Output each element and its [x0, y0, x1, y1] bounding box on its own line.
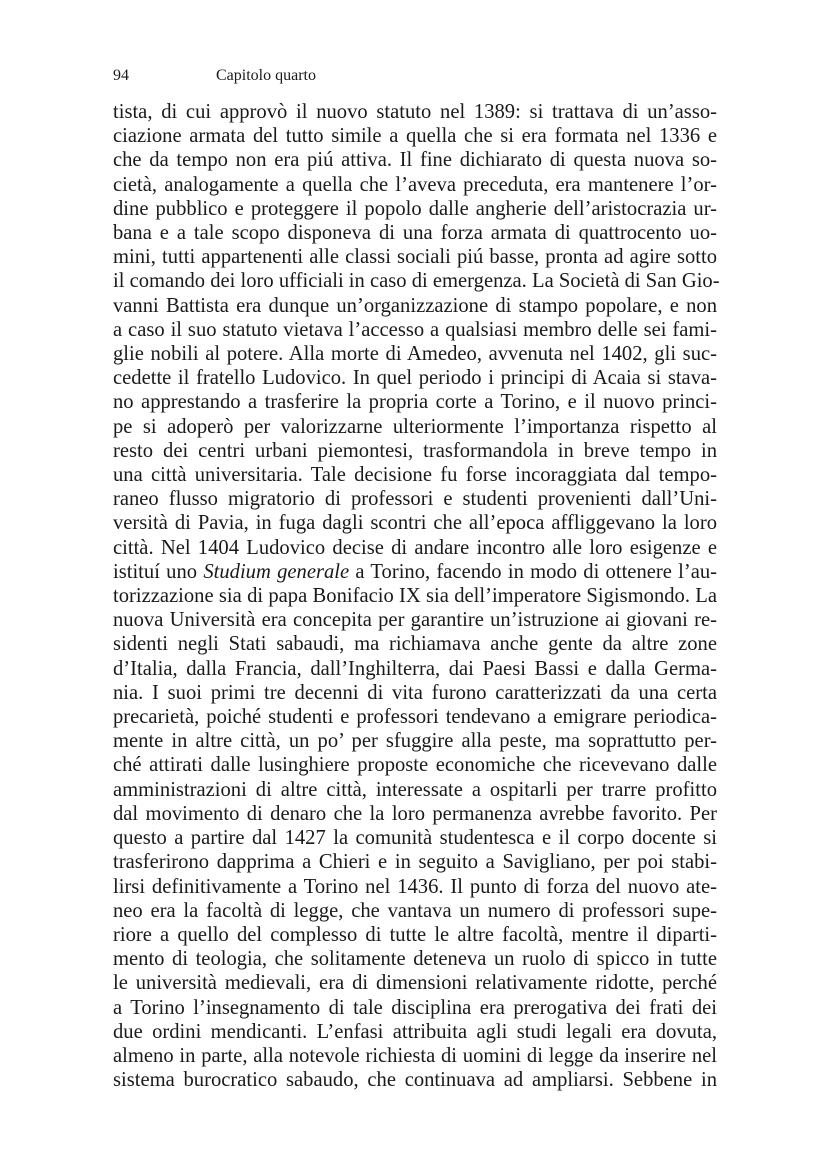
- text-line: che da tempo non era piú attiva. Il fine dichiarato di questa nuova so-: [113, 149, 717, 172]
- text-line: mini, tutti appartenenti alle classi sociali piú basse, pronta ad agire sotto: [113, 246, 717, 269]
- text-line: sidenti negli Stati sabaudi, ma richiamava anche gente da altre zone: [113, 633, 717, 656]
- body-text: [113, 100, 720, 1092]
- text-line: due ordini mendicanti. L’enfasi attribuita agli studi legali era dovuta,: [113, 1020, 717, 1043]
- text-line: resto dei centri urbani piemontesi, trasformandola in breve tempo in: [113, 439, 717, 462]
- text-line: almeno in parte, alla notevole richiesta di uomini di legge da inserire nel: [113, 1044, 717, 1067]
- text-line: pe si adoperò per valorizzarne ulteriormente l’importanza rispetto al: [113, 415, 717, 438]
- text-line: mente in altre città, un po’ per sfuggire alla peste, ma soprattutto per-: [113, 730, 717, 753]
- text-line: riore a quello del complesso di tutte le altre facoltà, mentre il diparti-: [113, 923, 717, 946]
- text-fragment: istituí uno: [113, 560, 204, 583]
- text-line: precarietà, poiché studenti e professori tendevano a emigrare periodica-: [113, 706, 717, 729]
- text-line: no apprestando a trasferire la propria corte a Torino, e il nuovo princi-: [113, 391, 717, 414]
- text-fragment: a Torino, facendo in modo di ottenere l’au-: [349, 560, 718, 583]
- text-line: vanni Battista era dunque un’organizzazione di stampo popolare, e non: [113, 294, 717, 317]
- text-line: bana e a tale scopo disponeva di una forza armata di quattrocento uo-: [113, 222, 717, 245]
- book-page: [113, 66, 720, 1092]
- text-line: questo a partire dal 1427 la comunità studentesca e il corpo docente si: [113, 827, 717, 850]
- text-line: nia. I suoi primi tre decenni di vita furono caratterizzati da una certa: [113, 681, 717, 704]
- text-line: città. Nel 1404 Ludovico decise di andare incontro alle loro esigenze e: [113, 536, 717, 559]
- text-line: dal movimento di denaro che la loro permanenza avrebbe favorito. Per: [113, 802, 717, 825]
- text-line: versità di Pavia, in fuga dagli scontri che all’epoca affliggevano la loro: [113, 512, 717, 535]
- text-line: cietà, analogamente a quella che l’aveva preceduta, era mantenere l’or-: [113, 173, 717, 196]
- text-line: tista, di cui approvò il nuovo statuto nel 1389: si trattava di un’asso-: [113, 101, 717, 123]
- page-number: 94: [113, 67, 129, 84]
- text-line: nuova Università era concepita per garantire un’istruzione ai giovani re-: [113, 609, 717, 632]
- text-line: a Torino l’insegnamento di tale disciplina era prerogativa dei frati dei: [113, 996, 717, 1019]
- text-line: le università medievali, era di dimensioni relativamente ridotte, perché: [113, 972, 717, 995]
- text-line: torizzazione sia di papa Bonifacio IX sia dell’imperatore Sigismondo. La: [113, 585, 717, 608]
- running-header: [113, 66, 717, 86]
- text-line-with-italic: [113, 560, 717, 584]
- italic-term: Studium generale: [203, 560, 350, 583]
- text-line: mento di teologia, che solitamente deteneva un ruolo di spicco in tutte: [113, 948, 717, 971]
- chapter-title: Capitolo quarto: [216, 67, 316, 84]
- text-line: d’Italia, dalla Francia, dall’Inghilterra, dai Paesi Bassi e dalla Germa-: [113, 657, 717, 680]
- text-line: glie nobili al potere. Alla morte di Amedeo, avvenuta nel 1402, gli suc-: [113, 343, 717, 366]
- text-line: lirsi definitivamente a Torino nel 1436. Il punto di forza del nuovo ate-: [113, 875, 717, 898]
- text-line: ché attirati dalle lusinghiere proposte economiche che ricevevano dalle: [113, 754, 717, 777]
- text-line: raneo flusso migratorio di professori e studenti provenienti dall’Uni-: [113, 488, 717, 511]
- text-line: amministrazioni di altre città, interessate a ospitarli per trarre profitto: [113, 778, 717, 801]
- text-line: ciazione armata del tutto simile a quella che si era formata nel 1336 e: [113, 125, 717, 148]
- text-line: trasferirono dapprima a Chieri e in seguito a Savigliano, per poi stabi-: [113, 851, 717, 874]
- text-line: sistema burocratico sabaudo, che continuava ad ampliarsi. Sebbene in: [113, 1069, 717, 1092]
- text-line: dine pubblico e proteggere il popolo dalle angherie dell’aristocrazia ur-: [113, 197, 717, 220]
- text-line: cedette il fratello Ludovico. In quel periodo i principi di Acaia si stava-: [113, 367, 717, 390]
- text-line: neo era la facoltà di legge, che vantava un numero di professori supe-: [113, 899, 717, 922]
- text-line: una città universitaria. Tale decisione fu forse incoraggiata dal tempo-: [113, 464, 717, 487]
- text-line: il comando dei loro ufficiali in caso di emergenza. La Società di San Gio-: [113, 270, 720, 293]
- text-line: a caso il suo statuto vietava l’accesso a qualsiasi membro delle sei fami-: [113, 318, 717, 341]
